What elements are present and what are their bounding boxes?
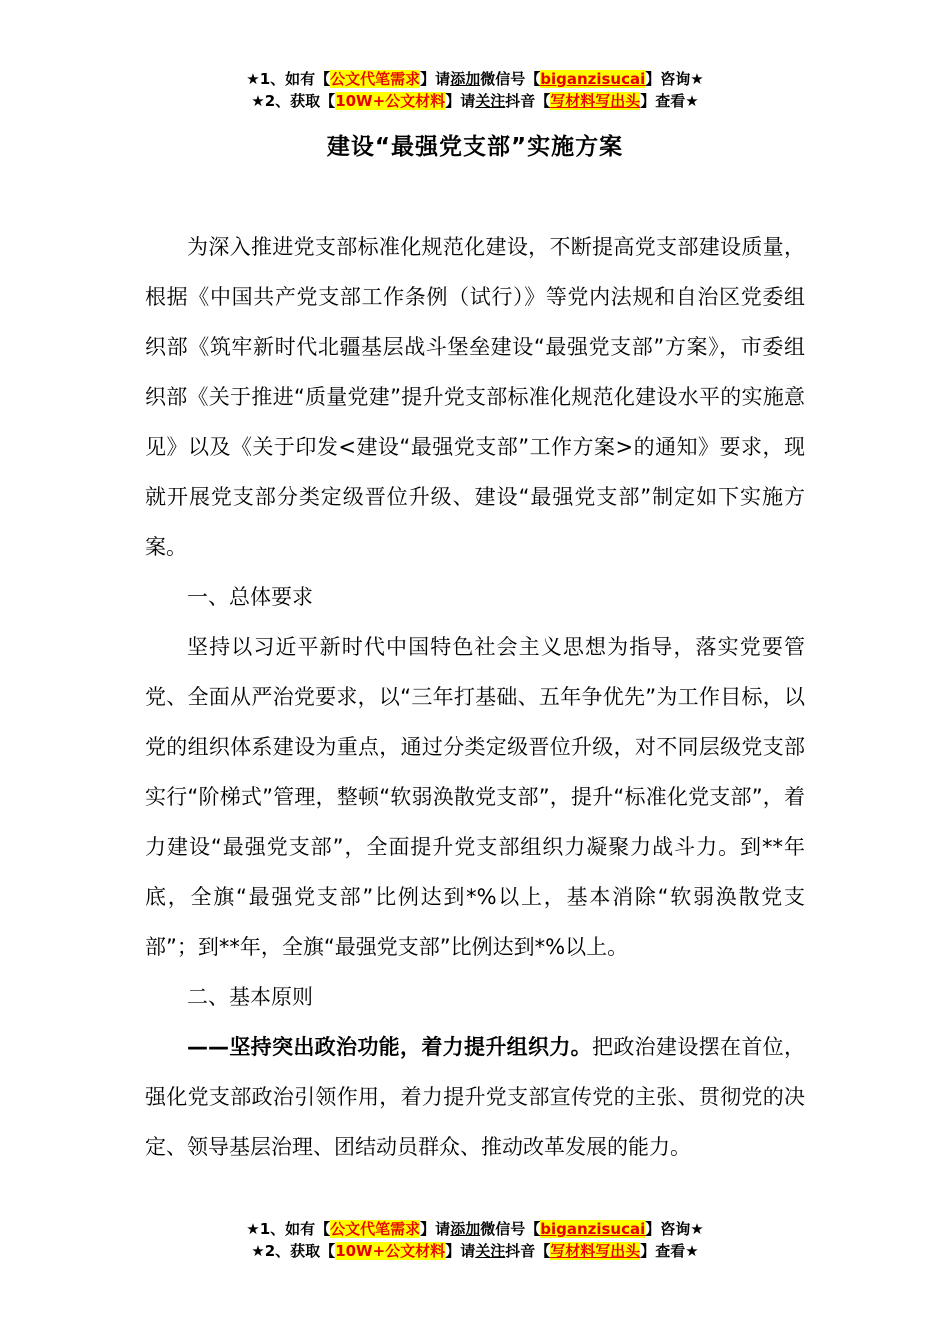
principle-text: 把政治建设摆在首位，强化党支部政治引领作用，着力提升党支部宣传党的主张、贯彻党的决定、领导基层治理、团结动员群众、推动改革发展的能力。 [145,1035,805,1159]
bottom-promo-banner [0,1218,950,1262]
promo-underlined: 添加 [450,70,481,88]
promo-text: 】请 [445,1242,476,1260]
promo-text: 】请 [420,1220,451,1238]
promo-underlined: 关注 [475,1242,506,1260]
principle-paragraph [145,1022,805,1172]
promo-text: ★2、获取【 [251,1242,336,1260]
promo-line-1 [0,1218,950,1240]
promo-text: 】咨询★ [645,1220,704,1238]
douyin-account-link[interactable]: 写材料写出头 [550,92,641,110]
promo-line-2 [0,1240,950,1262]
promo-text: ★2、获取【 [251,92,336,110]
intro-paragraph: 为深入推进党支部标准化规范化建设，不断提高党支部建设质量，根据《中国共产党支部工作条例（试行）》等党内法规和自治区党委组织部《筑牢新时代北疆基层战斗堡垒建设“最强党支部”方案》，市委组织部《关于推进“质量党建”提升党支部标准化规范化建设水平的实施意见》以及《关于印发<建设“最强党支部”工作方案>的通知》要求，现就开展党支部分类定级晋位升级、建设“最强党支部”制定如下实施方案。 [145,235,805,559]
section-heading-1: 一、总体要求 [187,585,313,609]
promo-text: 】请 [420,70,451,88]
promo-text: 】咨询★ [645,70,704,88]
promo-highlight: 公文代笔需求 [330,1220,421,1238]
promo-text: 抖音【 [505,1242,551,1260]
promo-text: 抖音【 [505,92,551,110]
douyin-account-link[interactable]: 写材料写出头 [550,1242,641,1260]
promo-text: 微信号【 [480,70,541,88]
promo-highlight: 10W+公文材料 [335,92,446,110]
document-title: 建设“最强党支部”实施方案 [326,134,624,160]
promo-underlined: 添加 [450,1220,481,1238]
promo-text: 】查看★ [640,1242,699,1260]
promo-line-2 [0,90,950,112]
principle-lead: ——坚持突出政治功能，着力提升组织力。 [187,1035,592,1059]
promo-text: 】查看★ [640,92,699,110]
general-requirements-paragraph: 坚持以习近平新时代中国特色社会主义思想为指导，落实党要管党、全面从严治党要求，以“三年打基础、五年争优先”为工作目标，以党的组织体系建设为重点，通过分类定级晋位升级，对不同层级党支部实行“阶梯式”管理，整顿“软弱涣散党支部”，提升“标准化党支部”，着力建设“最强党支部”，全面提升党支部组织力凝聚力战斗力。到**年底，全旗“最强党支部”比例达到*%以上，基本消除“软弱涣散党支部”；到**年，全旗“最强党支部”比例达到*%以上。 [145,635,805,959]
promo-highlight: 10W+公文材料 [335,1242,446,1260]
top-promo-banner [0,68,950,112]
promo-underlined: 关注 [475,92,506,110]
wechat-id-link[interactable]: biganzisucai [540,70,646,88]
promo-text: 】请 [445,92,476,110]
promo-text: ★1、如有【 [246,70,331,88]
promo-line-1 [0,68,950,90]
promo-highlight: 公文代笔需求 [330,70,421,88]
wechat-id-link[interactable]: biganzisucai [540,1220,646,1238]
promo-text: 微信号【 [480,1220,541,1238]
section-heading-2: 二、基本原则 [187,985,313,1009]
document-body [145,222,805,1172]
promo-text: ★1、如有【 [246,1220,331,1238]
